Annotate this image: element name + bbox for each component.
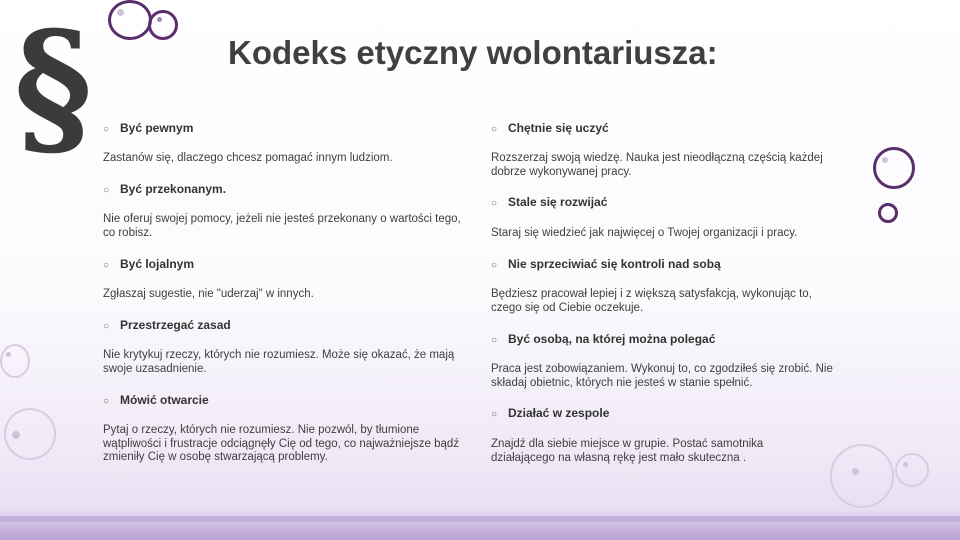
decorative-circle <box>0 344 30 378</box>
description-text: Staraj się wiedzieć jak najwięcej o Twojej organizacji i pracy. <box>491 227 798 239</box>
heading-label: Być lojalnym <box>120 257 195 271</box>
bullet-marker-icon: ○ <box>491 124 498 135</box>
heading-label: Przestrzegać zasad <box>120 318 231 332</box>
description-text: Zastanów się, dlaczego chcesz pomagać innym ludziom. <box>103 152 393 164</box>
heading-label: Nie sprzeciwiać się kontroli nad sobą <box>508 257 721 271</box>
decorative-dot <box>6 352 11 357</box>
bullet-marker-icon: ○ <box>491 409 498 420</box>
decorative-dot <box>117 9 124 16</box>
decorative-dot <box>852 468 859 475</box>
heading-label: Stale się rozwijać <box>508 195 608 209</box>
heading-label: Chętnie się uczyć <box>508 121 609 135</box>
decorative-circle <box>873 147 915 189</box>
bullet-marker-icon: ○ <box>103 185 110 196</box>
page-title: Kodeks etyczny wolontariusza: <box>228 34 718 71</box>
heading-label: Działać w zespole <box>508 406 610 420</box>
bullet-marker-icon: ○ <box>491 335 498 346</box>
decorative-circle <box>878 203 898 223</box>
description-text: Rozszerzaj swoją wiedzę. Nauka jest nieodłączną częścią każdej dobrze wykonywanej pracy. <box>491 152 823 178</box>
decorative-dot <box>882 157 888 163</box>
bullet-marker-icon: ○ <box>491 260 498 271</box>
description-text: Nie oferuj swojej pomocy, jeżeli nie jesteś przekonany o wartości tego, co robisz. <box>103 213 461 239</box>
decorative-dot <box>903 462 908 467</box>
decorative-circle <box>895 453 929 487</box>
bullet-marker-icon: ○ <box>103 124 110 135</box>
decorative-circle <box>830 444 894 508</box>
description-text: Pytaj o rzeczy, których nie rozumiesz. Nie pozwól, by tłumione wątpliwości i frustracje odciągnęły Cię od tego, co najważniejsze bądź zmieniły Cię w osobę stwarzającą problemy. <box>103 424 460 463</box>
bullet-marker-icon: ○ <box>103 396 110 407</box>
decorative-circle <box>108 0 152 40</box>
description-text: Nie krytykuj rzeczy, których nie rozumiesz. Może się okazać, że mają swoje uzasadnienie. <box>103 349 455 375</box>
description-text: Będziesz pracował lepiej i z większą satysfakcją, wykonując to, czego się od Ciebie oczekuje. <box>491 288 812 314</box>
heading-label: Mówić otwarcie <box>120 393 209 407</box>
heading-label: Być osobą, na której można polegać <box>508 332 716 346</box>
description-text: Znajdź dla siebie miejsce w grupie. Postać samotnika działającego na własną rękę jest mało skuteczna . <box>491 438 764 464</box>
decorative-dot <box>157 17 162 22</box>
heading-label: Być przekonanym. <box>120 182 227 196</box>
description-text: Zgłaszaj sugestie, nie "uderzaj" w innych. <box>103 288 314 300</box>
decorative-circle <box>148 10 178 40</box>
bullet-marker-icon: ○ <box>491 198 498 209</box>
decorative-dot <box>12 431 20 439</box>
section-symbol-icon: § <box>14 0 93 175</box>
heading-label: Być pewnym <box>120 121 194 135</box>
bullet-marker-icon: ○ <box>103 260 110 271</box>
bullet-marker-icon: ○ <box>103 321 110 332</box>
description-text: Praca jest zobowiązaniem. Wykonuj to, co zgodziłeś się zrobić. Nie składaj obietnic, których nie jesteś w stanie spełnić. <box>491 363 833 389</box>
bottom-decorative-band <box>0 510 960 540</box>
bottom-decorative-line <box>0 516 960 522</box>
